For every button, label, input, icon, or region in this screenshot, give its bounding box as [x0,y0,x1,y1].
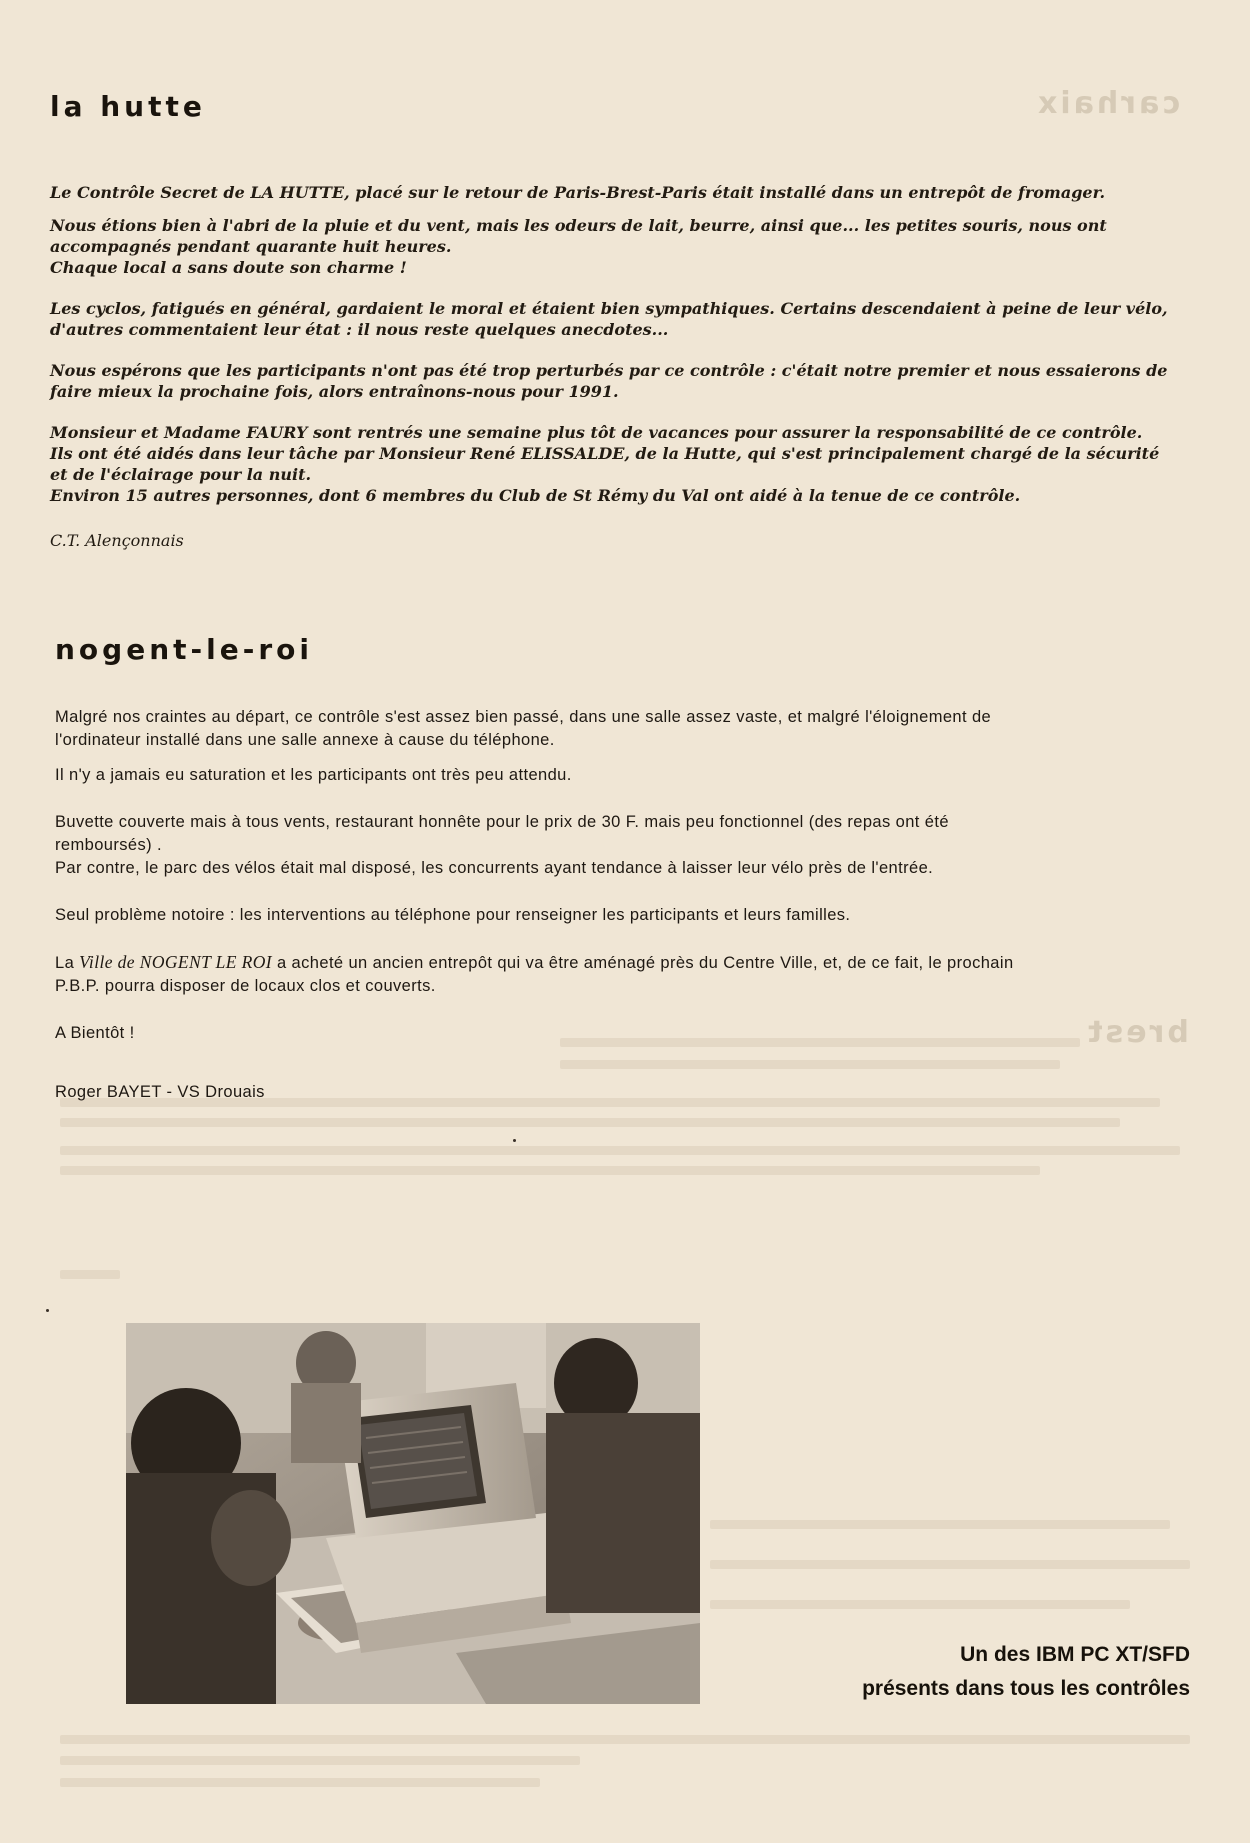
paragraph: Malgré nos craintes au départ, ce contrôle s'est assez bien passé, dans une salle assez vaste, et malgré l'éloignement de [55,708,992,726]
show-through-line [60,1146,1180,1155]
show-through-line [710,1600,1130,1609]
paragraph: Chaque local a sans doute son charme ! [50,258,407,277]
paragraph: remboursés) . [55,836,162,854]
show-through-line [60,1118,1120,1127]
article-signature: Roger BAYET - VS Drouais [55,1083,265,1101]
paragraph: Buvette couverte mais à tous vents, restaurant honnête pour le prix de 30 F. mais peu fonctionnel (des repas ont été [55,813,949,831]
show-through-title: carhaix [1035,86,1181,121]
paragraph: Ils ont été aidés dans leur tâche par Monsieur René ELISSALDE, de la Hutte, qui s'est principalement chargé de la sécurité [50,444,1160,463]
paragraph: Nous étions bien à l'abri de la pluie et du vent, mais les odeurs de lait, beurre, ainsi que... les petites souris, nous ont [50,216,1107,235]
paragraph: et de l'éclairage pour la nuit. [50,465,312,484]
paragraph: Seul problème notoire : les interventions au téléphone pour renseigner les participants et leurs familles. [55,906,851,924]
paragraph: faire mieux la prochaine fois, alors entraînons-nous pour 1991. [50,382,619,401]
paragraph: Les cyclos, fatigués en général, gardaient le moral et étaient bien sympathiques. Certains descendaient à peine de leur vélo, [50,299,1168,318]
show-through-line [60,1270,120,1279]
article-signature: C.T. Alençonnais [50,531,184,550]
print-speck [513,1139,516,1142]
paragraph: Nous espérons que les participants n'ont pas été trop perturbés par ce contrôle : c'était notre premier et nous essaierons de [50,361,1168,380]
paragraph: Le Contrôle Secret de LA HUTTE, placé sur le retour de Paris-Brest-Paris était installé dans un entrepôt de fromager. [50,183,1106,202]
show-through-line [710,1560,1190,1569]
caption-line: présents dans tous les contrôles [862,1677,1190,1700]
paragraph: Monsieur et Madame FAURY sont rentrés une semaine plus tôt de vacances pour assurer la responsabilité de ce contrôle. [50,423,1143,442]
photo-illustration [126,1323,700,1704]
paragraph: P.B.P. pourra disposer de locaux clos et couverts. [55,977,436,995]
paragraph: Il n'y a jamais eu saturation et les participants ont très peu attendu. [55,766,572,784]
text-fragment: a acheté un ancien entrepôt qui va être aménagé près du Centre Ville, et, de ce fait, le prochain [272,954,1014,972]
article-la-hutte [50,182,1220,551]
paragraph: accompagnés pendant quarante huit heures. [50,237,452,256]
photo-ibm-pc [126,1323,700,1704]
emphasis: Ville de NOGENT LE ROI [79,952,273,972]
paragraph: Par contre, le parc des vélos était mal disposé, les concurrents ayant tendance à laisser leur vélo près de l'entrée. [55,859,934,877]
paragraph: d'autres commentaient leur état : il nous reste quelques anecdotes... [50,320,669,339]
print-speck [46,1309,49,1312]
photo-caption [730,1638,1190,1706]
paragraph: Environ 15 autres personnes, dont 6 membres du Club de St Rémy du Val ont aidé à la tenue de ce contrôle. [50,486,1021,505]
show-through-title: brest [1085,1015,1189,1050]
show-through-line [60,1735,1190,1744]
paragraph [55,951,1220,975]
show-through-line [60,1756,580,1765]
text-fragment: La [55,954,80,972]
paragraph: l'ordinateur installé dans une salle annexe à cause du téléphone. [55,731,555,749]
section-title-la-hutte: la hutte [50,90,206,123]
closing-line: A Bientôt ! [55,1024,135,1042]
caption-line: Un des IBM PC XT/SFD [960,1643,1190,1666]
section-title-nogent-le-roi: nogent-le-roi [55,633,313,666]
show-through-line [710,1520,1170,1529]
article-nogent-le-roi [55,706,1220,1104]
show-through-line [60,1778,540,1787]
show-through-line [60,1166,1040,1175]
